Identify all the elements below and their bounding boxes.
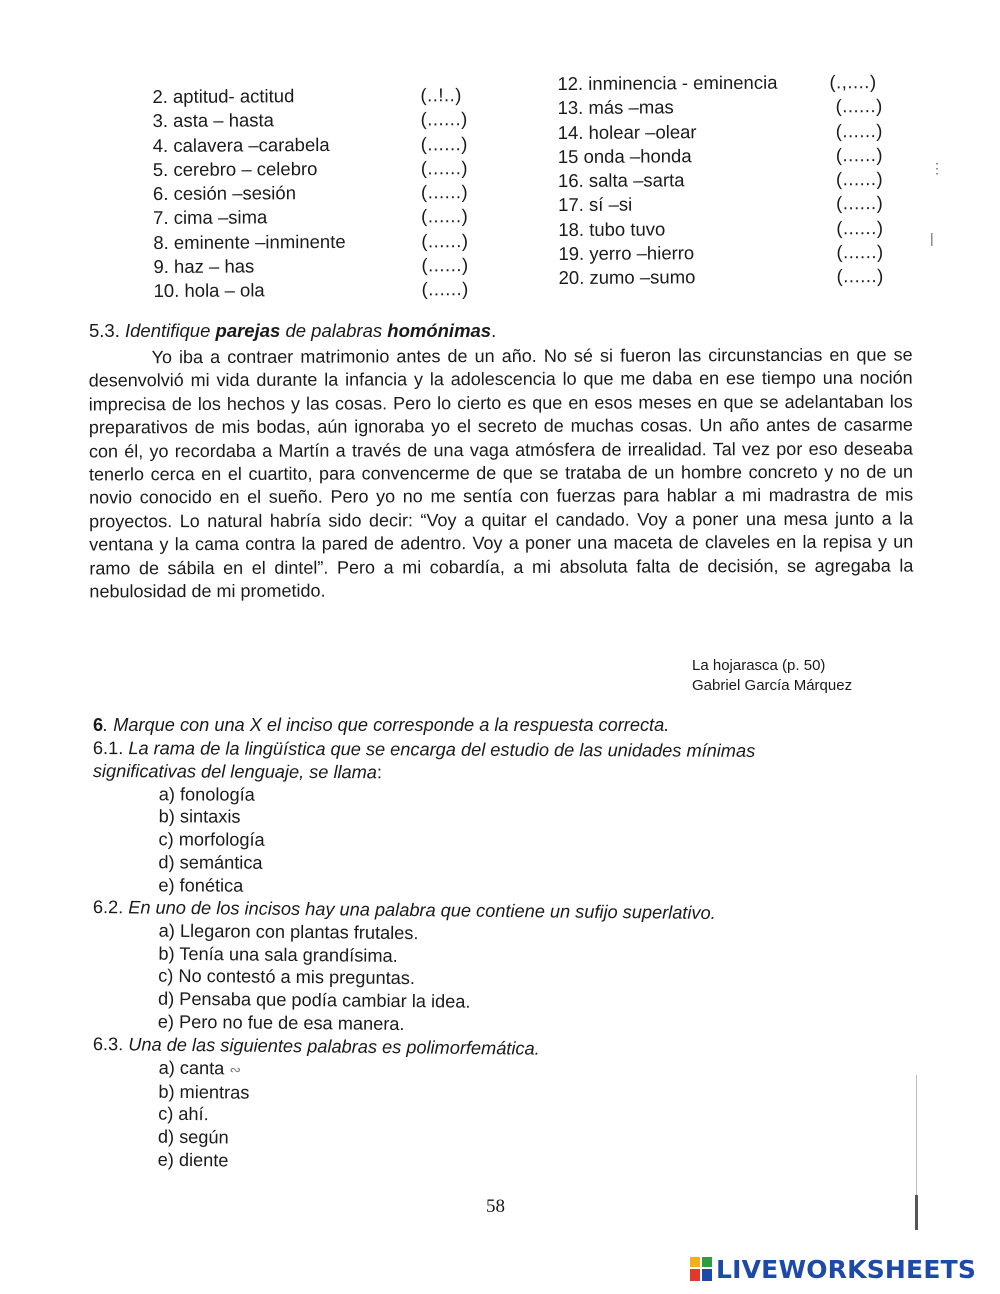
question-line: Una de las siguientes palabras es polimorfemática. [128,1034,540,1059]
word-pair-item [558,119,898,145]
answer-blank[interactable]: (......) [421,278,469,300]
option-b[interactable]: b) sintaxis [158,806,241,827]
word-pair-label: 19. yerro –hierro [558,242,695,265]
word-pair-label: 14. holear –olear [557,120,697,143]
answer-blank[interactable]: (......) [836,241,884,263]
word-pair-item [558,143,898,169]
option-b[interactable]: b) Tenía una sala grandísima. [158,943,398,966]
answer-blank[interactable]: (......) [421,229,469,252]
source-title: La hojarasca (p. 50) [692,657,826,674]
options-list [92,1056,923,1180]
answer-blank[interactable]: (......) [835,143,884,166]
excerpt-paragraph: Yo iba a contraer matrimonio antes de un año. No sé si fueron las circunstancias en que se desenvolvió mi vida durante la infancia y la adolescencia lo que me daba en ese tiempo una noción imprecisa de los hechos y las cosas. Pero lo cierto es que en esos meses en que se adelantaban los preparativos de mis bodas, aún ignoraba yo el secreto de muchas cosas. Un año antes de casarme con él, yo recordaba a Martín a través de una vaga atmósfera de irrealidad. Tal vez por eso deseaba tenerlo cerca en el cuartito, para convencerme de que se trataba de un hombre concreto y no de un novio conocido en el sueño. Pero yo no me sentía con fuerzas para hablar a mi madrastra de mis proyectos. Lo natural habría sido decir: “Voy a quitar el candado. Voy a poner una mesa junto a la ventana y la cama contra la pared de adentro. Voy a poner una maceta de claveles en la repisa y un ramo de sábila en el dintel”. Pero a mi cobardía, a mi absoluta falta de decisión, se agregaba la nebulosidad de mi prometido. [88,344,914,602]
word-pair-label: 3. asta – hasta [152,109,274,132]
word-pair-label: 7. cima –sima [153,206,268,229]
instruction-bold-word: homónimas [387,320,492,341]
stray-mark-icon: ∾ [229,1061,242,1078]
question-text [93,737,923,763]
word-pair-label: 16. salta –sarta [557,169,685,192]
answer-blank[interactable]: (......) [836,265,884,287]
question-colon: : [376,761,383,782]
option-c[interactable]: c) ahí. [158,1104,209,1125]
answer-blank[interactable]: (..!..) [420,84,462,106]
answer-blank[interactable]: (......) [420,132,468,154]
question-number: 6.1. [92,737,124,758]
question-line-1: La rama de la lingüística que se encarga del estudio de las unidades mínimas [128,737,756,761]
answer-blank[interactable]: (......) [420,108,468,130]
question-number: 6.3. [92,1034,124,1055]
option-d[interactable]: d) Pensaba que podía cambiar la idea. [157,989,471,1013]
option-d[interactable]: d) según [157,1127,229,1148]
word-pair-item [558,191,898,217]
liveworksheets-logo[interactable] [690,1252,976,1286]
word-pair-item [154,277,494,303]
exercise-number: 6 [93,715,104,735]
answer-blank[interactable]: (......) [835,168,884,190]
question-number: 6.2. [92,897,124,918]
scan-speck-icon: ⋮ [930,160,944,176]
exercise-5-3-heading [89,320,496,342]
scan-edge-mark-icon [913,1075,920,1230]
answer-blank[interactable]: (......) [420,181,469,203]
word-pair-label: 5. cerebro – celebro [152,157,318,180]
word-pair-item [152,83,492,109]
options-list [92,782,922,900]
option-b[interactable]: b) mientras [158,1081,250,1103]
answer-blank[interactable]: (......) [835,95,883,117]
option-a-text: a) canta [158,1057,225,1079]
homonym-pairs-left-column [152,83,493,304]
word-pair-item [558,216,898,242]
word-pair-label: 15 onda –honda [557,145,692,167]
word-pair-label: 9. haz – has [153,255,255,278]
question-6-3 [92,1033,923,1179]
word-pair-item [152,107,492,133]
answer-blank[interactable]: (......) [421,205,469,227]
instruction-text: . Marque con una X el inciso que corresponde a la respuesta correcta. [103,715,670,735]
answer-blank[interactable]: (......) [421,254,469,276]
exercise-6-heading [93,714,923,737]
word-pair-item [557,94,897,120]
word-pair-label: 17. sí –si [558,194,633,216]
exercise-6 [93,714,923,1171]
instruction-text: Identifique [125,320,211,341]
option-c[interactable]: c) No contestó a mis preguntas. [158,966,416,989]
word-pair-label: 18. tubo tuvo [558,218,666,240]
question-6-1 [92,737,923,900]
word-pair-item [557,70,897,96]
word-pair-item [558,167,898,193]
liveworksheets-grid-icon [690,1257,712,1281]
options-list [92,919,923,1041]
word-pair-label: 6. cesión –sesión [152,182,297,205]
option-e[interactable]: e) Pero no fue de esa manera. [157,1011,405,1035]
option-e[interactable]: e) diente [157,1149,229,1171]
excerpt-source [692,656,852,695]
word-pair-item [153,180,493,206]
word-pair-label: 20. zumo –sumo [558,266,696,289]
source-author: Gabriel García Márquez [692,676,853,694]
word-pair-label: 2. aptitud- actitud [152,85,295,108]
literary-excerpt [89,344,914,604]
option-a[interactable]: a) Llegaron con plantas frutales. [158,920,419,944]
word-pair-label: 4. calavera –carabela [152,133,330,156]
word-pair-item [153,204,493,230]
word-pair-item [558,240,898,266]
word-pair-item [153,132,493,158]
option-c[interactable]: c) morfología [158,829,265,850]
instruction-period: . [491,320,497,341]
word-pair-label: 10. hola – ola [153,279,265,302]
question-line: En uno de los incisos hay una palabra que contiene un sufijo superlativo. [128,897,716,924]
scan-speck-icon: | [930,230,934,246]
answer-blank[interactable]: (......) [835,119,883,141]
word-pair-label: 13. más –mas [557,96,674,119]
option-d[interactable]: d) semántica [158,852,263,873]
instruction-text: de palabras [285,320,383,341]
answer-blank[interactable]: (......) [420,157,469,179]
word-pair-item [559,264,899,290]
brand-text: LIVEWORKSHEETS [716,1254,977,1284]
answer-blank[interactable]: (.,....) [829,71,877,93]
word-pair-item [153,253,493,279]
answer-blank[interactable]: (......) [836,216,884,239]
question-line-2: significativas del lenguaje, se llama [92,760,377,782]
option-e[interactable]: e) fonética [158,874,244,896]
page-number: 58 [486,1196,505,1217]
instruction-bold-word: parejas [215,320,281,341]
homonym-pairs-right-column [557,70,898,291]
option-a[interactable]: a) fonología [158,783,255,805]
answer-blank[interactable]: (......) [836,192,884,214]
question-6-2 [92,896,923,1041]
word-pair-item [153,156,493,182]
word-pair-label: 8. eminente –inminente [153,230,346,253]
word-pair-item [153,229,493,255]
word-pair-label: 12. inminencia - eminencia [557,71,778,95]
question-text-cont [93,760,923,786]
exercise-number: 5.3. [89,320,120,341]
